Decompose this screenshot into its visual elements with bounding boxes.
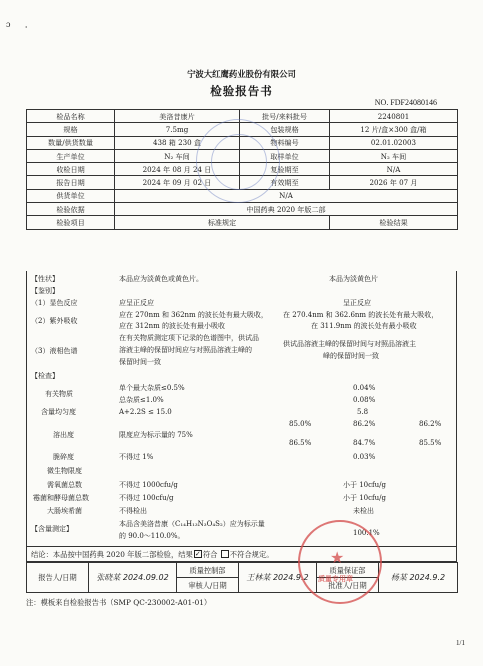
ident2-result-1: 在 270.4nm 和 362.6nm 的波长处有最大吸收， (283, 311, 439, 319)
field-label: 检品名称 (27, 110, 115, 123)
mold-result: 小于 10cfu/g (343, 494, 386, 502)
dissolution-value: 84.7% (353, 439, 376, 447)
ident3-result-1: 供试品溶液主峰的保留时间与对照品溶液主 (283, 340, 416, 348)
conclusion-row (26, 546, 457, 562)
template-note: 注：模板来自检验报告书（SMP QC-230002-A01-01） (26, 598, 212, 607)
quality-seal-stamp (298, 520, 382, 604)
field-label: 供货单位 (27, 189, 115, 202)
field-label: 有效期至 (240, 176, 330, 189)
ident3-item: （3）液相色谱 (31, 347, 78, 355)
qty-value: 438 箱 230 盒 (115, 136, 240, 149)
dissolution-value: 86.2% (419, 420, 442, 428)
micro-item: 微生物限度 (47, 467, 82, 475)
corner-marks: ɔ ˌ (6, 20, 34, 29)
related-result-1: 0.04% (353, 384, 376, 392)
friability-standard: 不得过 1% (119, 453, 154, 461)
basis-value: 中国药典 2020 年版二部 (115, 203, 458, 216)
spec-value: 7.5mg (115, 123, 240, 136)
ident3-standard-2: 溶液主峰的保留时间应与对照品溶液主峰的 (119, 346, 252, 354)
ident2-standard-1: 应在 270nm 和 362nm 的波长处有最大吸收， (119, 311, 268, 319)
ident3-result-2: 峰的保留时间一致 (323, 352, 379, 360)
assay-standard-2: 的 90.0～110.0%。 (119, 532, 185, 540)
appearance-heading: 【性状】 (31, 275, 59, 283)
field-label: 物料编号 (240, 136, 330, 149)
dissolution-standard: 限度应为标示量的 75% (119, 431, 193, 439)
conclusion-fail: 不符合规定。 (229, 550, 274, 559)
ident2-item: （2）紫外吸收 (31, 317, 78, 325)
test-results-block (26, 271, 457, 547)
table-row (27, 563, 458, 578)
ecoli-result: 未检出 (353, 507, 374, 515)
ident2-result-2: 在 311.9nm 的波长处有最小吸收 (311, 322, 417, 330)
check-heading: 【检查】 (31, 372, 59, 380)
dissolution-value: 85.5% (419, 439, 442, 447)
page-number: 1/1 (456, 639, 465, 647)
qa-signature: 杨某 2024.9.2 (379, 563, 458, 593)
uniformity-result: 5.8 (357, 408, 369, 416)
field-label: 规格 (27, 123, 115, 136)
uniformity-item: 含量均匀度 (41, 408, 76, 416)
product-name: 美洛昔康片 (115, 110, 240, 123)
receive-date: 2024 年 08 月 24 日 (115, 163, 240, 176)
field-label: 复验期至 (240, 163, 330, 176)
ident1-item: （1）显色反应 (31, 299, 78, 307)
appearance-standard: 本品应为淡黄色或黄色片。 (119, 275, 203, 283)
ident1-standard: 应呈正反应 (119, 299, 154, 307)
field-label: 包装规格 (240, 123, 330, 136)
report-number: NO. FDF24080146 (374, 98, 437, 107)
field-label: 检验依据 (27, 203, 115, 216)
table-row (27, 203, 458, 216)
aerobic-result: 小于 10cfu/g (343, 481, 386, 489)
friability-item: 脆碎度 (53, 453, 74, 461)
ecoli-standard: 不得检出 (119, 507, 147, 515)
pack-value: 12 片/盒×300 盒/箱 (330, 123, 458, 136)
qc-role: 审核人/日期 (177, 578, 239, 593)
related-standard-1: 单个最大杂质≤0.5% (119, 384, 185, 392)
field-label: 报告日期 (27, 176, 115, 189)
column-header-result: 检验结果 (330, 216, 458, 229)
company-name: 宁波大红鹰药业股份有限公司 (187, 69, 296, 79)
ident2-standard-2: 应在 312nm 的波长处有最小吸收 (119, 322, 225, 330)
identification-heading: 【鉴别】 (31, 287, 59, 295)
uniformity-standard: A+2.2S ≤ 15.0 (119, 408, 172, 416)
appearance-result: 本品为淡黄色片 (329, 275, 378, 283)
signature-table (26, 562, 458, 593)
assay-standard-1: 本品含美洛昔康（C₁₄H₁₃N₃O₄S₂）应为标示量 (119, 520, 265, 528)
mold-standard: 不得过 100cfu/g (119, 494, 174, 502)
reporter-signature: 张晓某 2024.09.02 (89, 563, 177, 593)
star-icon: ★ (330, 548, 345, 567)
dissolution-value: 86.5% (289, 439, 312, 447)
related-result-2: 0.08% (353, 396, 376, 404)
qc-signature: 王林某 2024.9.2 (239, 563, 317, 593)
report-title: 检验报告书 (210, 84, 273, 98)
ecoli-item: 大肠埃希菌 (47, 507, 82, 515)
column-header-standard: 标准规定 (115, 216, 330, 229)
friability-result: 0.03% (353, 453, 376, 461)
conclusion-text: 结论：本品按中国药典 2020 年版二部检验，结果 (31, 550, 193, 559)
related-standard-2: 总杂质≤1.0% (119, 396, 164, 404)
assay-heading: 【含量测定】 (31, 525, 73, 533)
supplier-value: N/A (115, 189, 458, 202)
aerobic-item: 需氧菌总数 (47, 481, 82, 489)
qc-label: 质量控制部 (177, 563, 239, 578)
retest-date: N/A (330, 163, 458, 176)
round-stamp (196, 119, 280, 203)
qa-label: 质量保证部 (317, 563, 379, 578)
batch-number: 2240801 (330, 110, 458, 123)
field-label: 收检日期 (27, 163, 115, 176)
report-date: 2024 年 09 月 02 日 (115, 176, 240, 189)
conclusion-pass: 符合 (202, 550, 218, 559)
field-label: 取样单位 (240, 149, 330, 162)
related-item: 有关物质 (45, 390, 73, 398)
field-label: 批号/来料批号 (240, 110, 330, 123)
ident3-standard-1: 在有关物质测定项下记录的色谱图中，供试品 (119, 334, 259, 342)
checkbox-checked-icon: ✓ (194, 550, 201, 558)
aerobic-standard: 不得过 1000cfu/g (119, 481, 178, 489)
dissolution-item: 溶出度 (53, 431, 74, 439)
table-row (27, 216, 458, 229)
field-label: 数量/供货数量 (27, 136, 115, 149)
dissolution-value: 86.2% (353, 420, 376, 428)
expiry-date: 2026 年 07 月 (330, 176, 458, 189)
sample-value: N₂ 车间 (330, 149, 458, 162)
seal-text: 质量专用章 (318, 575, 353, 583)
reporter-label: 报告人/日期 (27, 563, 89, 593)
mold-item: 霉菌和酵母菌总数 (33, 494, 89, 502)
checkbox-empty-icon (221, 550, 229, 558)
dept-value: N₂ 车间 (115, 149, 240, 162)
dissolution-value: 85.0% (289, 420, 312, 428)
ident3-standard-3: 保留时间一致 (119, 358, 161, 366)
ident1-result: 呈正反应 (343, 299, 371, 307)
field-label: 生产单位 (27, 149, 115, 162)
material-code: 02.01.02003 (330, 136, 458, 149)
column-header-item: 检验项目 (27, 216, 115, 229)
qa-role: 批准人/日期 (317, 578, 379, 593)
assay-result: 100.1% (353, 529, 380, 537)
